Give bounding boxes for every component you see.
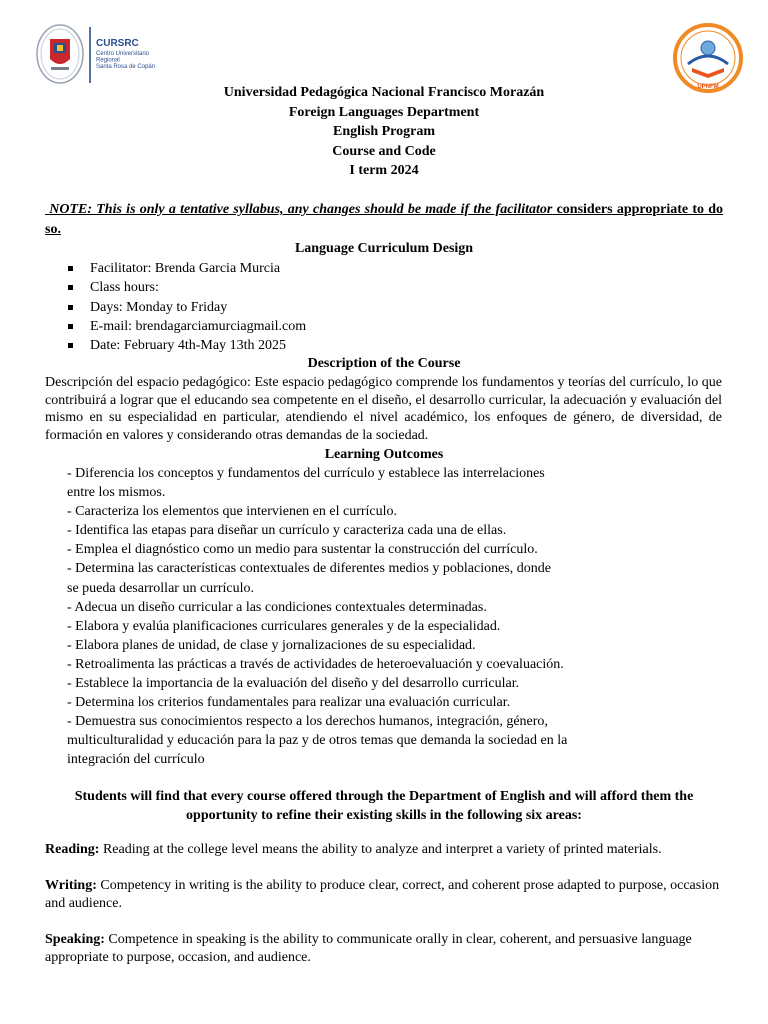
course-details-list: [66, 259, 306, 355]
skill-text: Competency in writing is the ability to produce clear, correct, and coherent prose adapted to purpose, occasion and audience.: [45, 878, 720, 911]
skill-text: Reading at the college level means the ability to analyze and interpret a variety of printed materials.: [102, 842, 662, 857]
upnfm-logo-abbr: UPNFM: [697, 84, 719, 90]
outcome-line: - Elabora planes de unidad, de clase y jornalizaciones de su especialidad.: [67, 637, 476, 653]
skill-label: Writing:: [45, 878, 97, 893]
university-name: Universidad Pedagógica Nacional Francisco Morazán: [223, 85, 545, 100]
skill-reading: [45, 841, 725, 859]
cursrc-logo-line1: Centro Universitario: [96, 51, 150, 57]
tentative-note: [45, 200, 723, 239]
skill-text: Competence in speaking is the ability to communicate orally in clear, coherent, and persuasive language appropriate to purpose, occasion, and audience.: [45, 932, 692, 965]
outcome-line: - Diferencia los conceptos y fundamentos del currículo y establece las interrelaciones: [67, 466, 545, 481]
detail-class-hours: Class hours:: [66, 278, 306, 297]
outcome-line: - Determina los criterios fundamentales para realizar una evaluación curricular.: [67, 695, 511, 711]
outcome-line: - Establece la importancia de la evaluación del diseño y del desarrollo curricular.: [67, 676, 520, 692]
outcome-line: - Retroalimenta las prácticas a través de actividades de heteroevaluación y coevaluación.: [67, 656, 564, 672]
skill-speaking: [45, 931, 725, 967]
program-name: English Program: [332, 124, 436, 139]
course-title: Language Curriculum Design: [294, 241, 474, 256]
outcome-line: integración del currículo: [67, 752, 205, 768]
cursrc-logo-abbr: CURSRC: [96, 38, 139, 49]
outcome-line: - Caracteriza los elementos que intervienen en el currículo.: [67, 504, 398, 520]
note-part2: if the facilitator: [460, 202, 553, 217]
outcome-line: - Emplea el diagnóstico como un medio para sustentar la construcción del currículo.: [67, 542, 538, 558]
department-name: Foreign Languages Department: [288, 104, 480, 120]
note-part3: considers appropriate to do so.: [45, 202, 724, 237]
cursrc-logo-line3: Santa Rosa de Copán: [96, 64, 156, 70]
outcome-line: - Determina las características contextuales de diferentes medios y poblaciones, donde: [67, 561, 551, 577]
outcome-line: multiculturalidad y educación para la paz y de otros temas que demanda la sociedad en la: [67, 733, 568, 749]
course-code: Course and Code: [332, 143, 436, 159]
students-intro: Students will find that every course offered through the Department of English and will afford them the opportunity to refine their existing skills in the following six areas:: [74, 789, 694, 823]
outcome-line: entre los mismos.: [67, 485, 166, 501]
description-title: Description of the Course: [307, 356, 461, 371]
detail-days: Days: Monday to Friday: [66, 298, 306, 317]
detail-facilitator: Facilitator: Brenda Garcia Murcia: [66, 259, 306, 278]
outcome-line: - Identifica las etapas para diseñar un currículo y caracteriza cada una de ellas.: [67, 523, 507, 539]
learning-outcomes-title: Learning Outcomes: [324, 447, 444, 462]
outcome-line: se pueda desarrollar un currículo.: [67, 580, 254, 596]
outcome-line: - Elabora y evalúa planificaciones curriculares generales y de la especialidad.: [67, 618, 501, 634]
term: I term 2024: [349, 163, 419, 178]
note-part1: NOTE: This is only a tentative syllabus, any changes should be made: [49, 202, 457, 217]
outcome-line: - Demuestra sus conocimientos respecto a los derechos humanos, integración, género,: [67, 714, 548, 730]
skill-label: Speaking:: [45, 932, 105, 947]
cursrc-logo-line2: Regional: [96, 57, 120, 64]
detail-date: Date: February 4th-May 13th 2025: [66, 336, 306, 355]
skill-writing: [45, 877, 725, 913]
description-body: Descripción del espacio pedagógico: Este espacio pedagógico comprende los fundamentos y teorías del currículo, lo que contribuirá a lograr que el educando sea competente en el diseño, el desarrollo curricular, la adecuación y evaluación del mismo en su especialidad en particular, atendiendo el nivel académico, los enfoques de género, de diversidad, de formación en valores y considerando otras demandas de la sociedad.: [45, 375, 722, 443]
detail-email: E-mail: brendagarciamurciagmail.com: [66, 317, 306, 336]
cursrc-logo: [36, 23, 176, 85]
document-header: [0, 83, 768, 181]
skill-label: Reading:: [45, 842, 100, 857]
learning-outcomes-list: [67, 464, 627, 770]
outcome-line: - Adecua un diseño curricular a las condiciones contextuales determinadas.: [67, 599, 487, 615]
